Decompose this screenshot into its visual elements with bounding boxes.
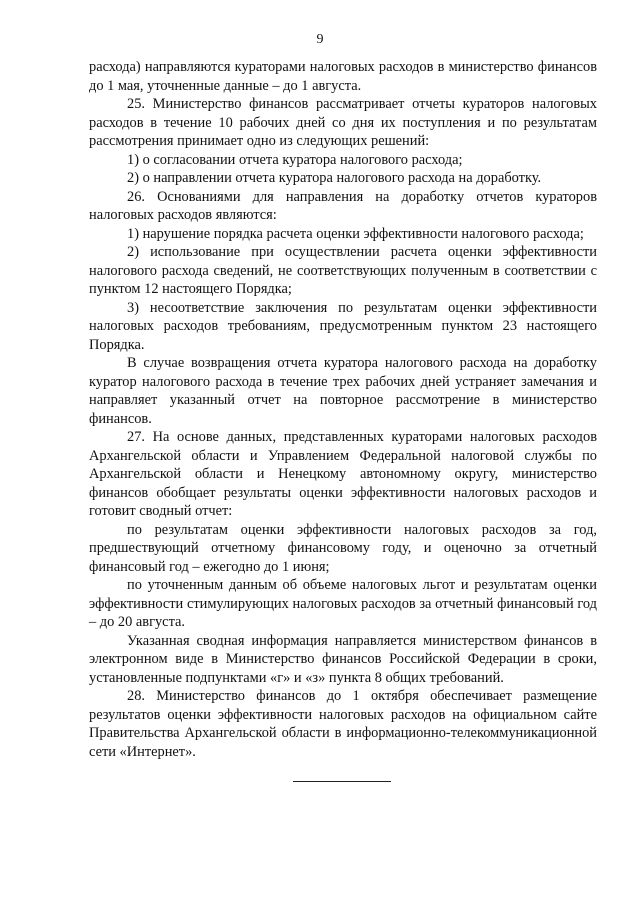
- list-item-27-annual: по результатам оценки эффективности налоговых расходов за год, предшествующий отчетному финансовому году, и оценочно за отчетный финансовый год – ежегодно до 1 июня;: [89, 521, 597, 575]
- page-number: 9: [316, 32, 324, 47]
- list-item-26-1: 1) нарушение порядка расчета оценки эффективности налогового расхода;: [127, 225, 584, 242]
- paragraph-27: 27. На основе данных, представленных кураторами налоговых расходов Архангельской области и Управлением Федеральной налоговой службы по Архангельской области и Ненецкому автономному округу, министерство финансов обобщает результаты оценки эффективности налоговых расходов и готовит сводный отчет:: [89, 429, 597, 519]
- list-item-27-updated: по уточненным данным об объеме налоговых льгот и результатам оценки эффективности стимулирующих налоговых расходов за отчетный финансовый год – до 20 августа.: [89, 577, 597, 630]
- paragraph-28: 28. Министерство финансов до 1 октября обеспечивает размещение результатов оценки эффективности налоговых расходов на официальном сайте Правительства Архангельской области в информационно-телекоммуникационной сети «Интернет».: [89, 688, 597, 760]
- end-separator-line: [293, 781, 391, 782]
- list-item-25-1: 1) о согласовании отчета куратора налогового расхода;: [127, 151, 463, 168]
- paragraph-25: 25. Министерство финансов рассматривает отчеты кураторов налоговых расходов в течение 10 рабочих дней со дня их поступления и по результатам рассмотрения принимает одно из следующих решений:: [89, 96, 597, 149]
- paragraph-return-for-revision: В случае возвращения отчета куратора налогового расхода на доработку куратор налогового расхода в течение трех рабочих дней устраняет замечания и направляет указанный отчет на повторное рассмотрение в министерство финансов.: [89, 355, 597, 427]
- paragraph-26: 26. Основаниями для направления на доработку отчетов кураторов налоговых расходов являются:: [89, 188, 597, 223]
- list-item-26-3: 3) несоответствие заключения по результатам оценки эффективности налоговых расходов требованиям, предусмотренным пунктом 23 настоящего Порядка.: [89, 299, 597, 353]
- document-body: [89, 58, 597, 761]
- list-item-26-2: 2) использование при осуществлении расчета оценки эффективности налогового расхода сведений, не соответствующих полученным в соответствии с пунктом 12 настоящего Порядка;: [89, 244, 597, 297]
- list-item-25-2: 2) о направлении отчета куратора налогового расхода на доработку.: [127, 170, 542, 186]
- paragraph-continuation: расхода) направляются кураторами налоговых расходов в министерство финансов до 1 мая, уточненные данные – до 1 августа.: [89, 59, 597, 94]
- paragraph-summary-info: Указанная сводная информация направляется министерством финансов в электронном виде в Министерство финансов Российской Федерации в сроки, установленные подпунктами «г» и «з» пункта 8 общих требований.: [89, 632, 597, 686]
